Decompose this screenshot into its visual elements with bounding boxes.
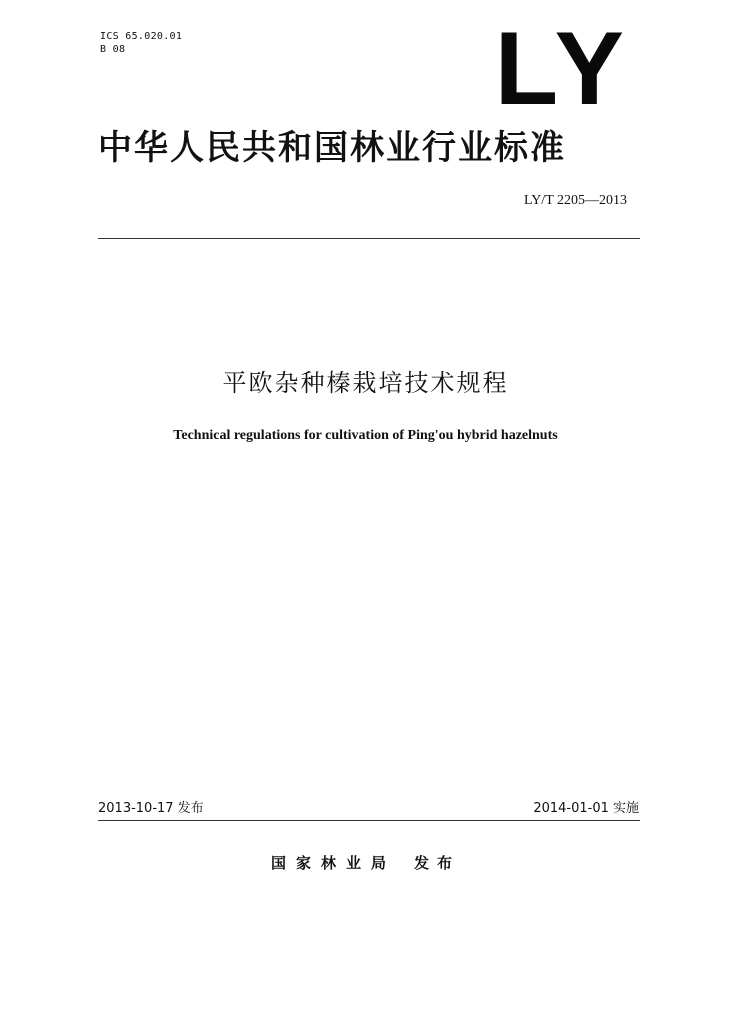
- publisher-organization: 国家林业局: [270, 854, 396, 872]
- issue-date: 2013-10-17 发布: [98, 801, 204, 816]
- ccs-code: B 08: [100, 44, 126, 55]
- document-title-english: Technical regulations for cultivation of Ping'ou hybrid hazelnuts: [173, 428, 558, 443]
- publisher-action: 发布: [414, 854, 461, 872]
- header-divider: [98, 238, 640, 239]
- ics-code: ICS 65.020.01: [100, 31, 183, 42]
- standard-logo: LY: [494, 11, 630, 127]
- document-title-chinese: 平欧杂种榛栽培技术规程: [222, 369, 509, 397]
- implementation-date: 2014-01-01 实施: [533, 801, 639, 816]
- standard-category-title: 中华人民共和国林业行业标准: [98, 128, 566, 168]
- publisher-line: [0, 852, 731, 874]
- footer-divider: [98, 820, 640, 821]
- standard-number: LY/T 2205—2013: [524, 193, 627, 208]
